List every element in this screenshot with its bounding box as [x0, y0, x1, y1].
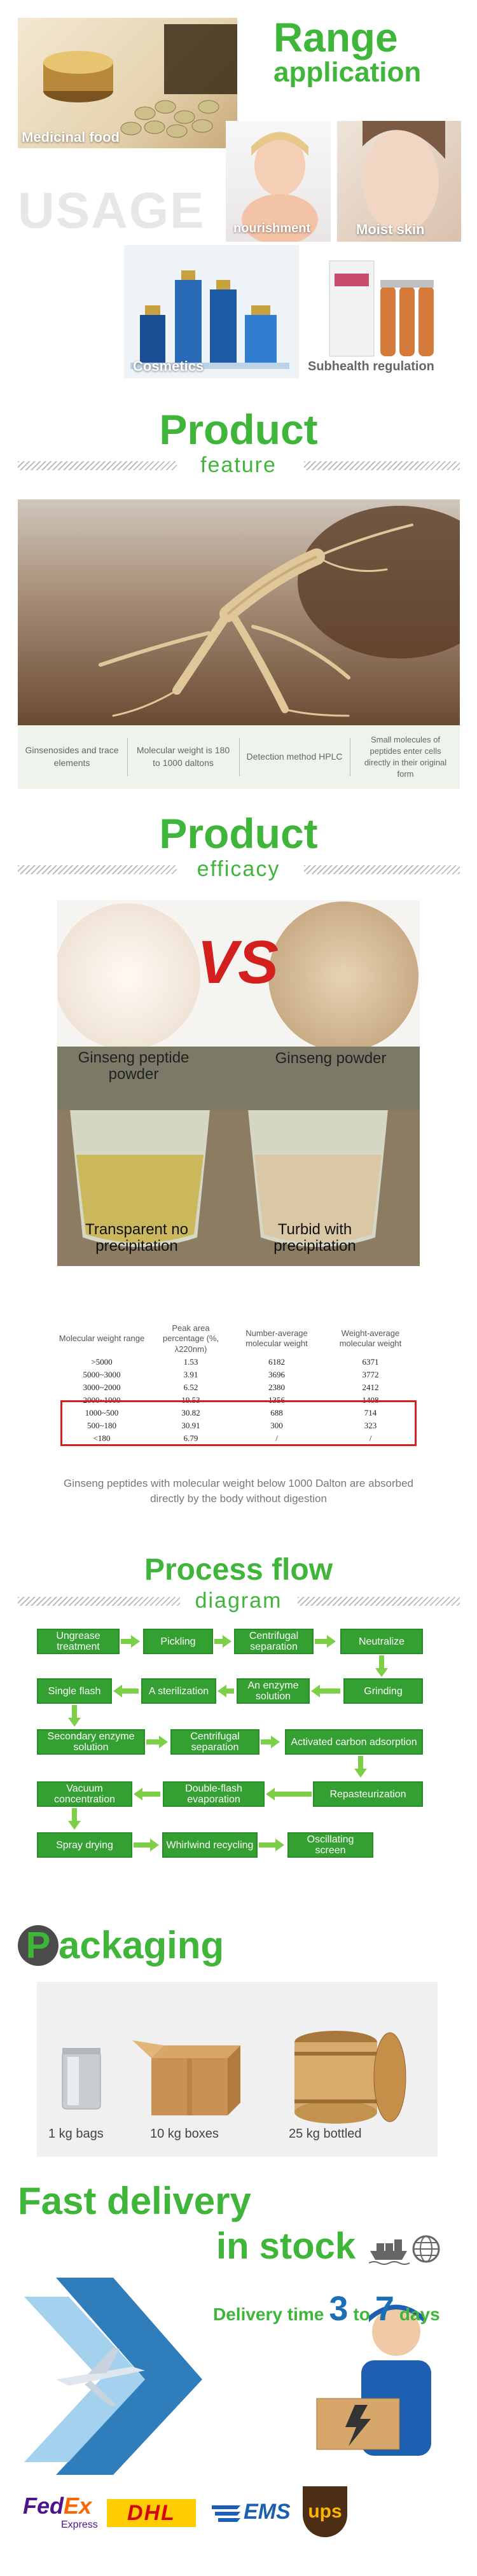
- step-centrifugal-separation-2: Centrifugal separation: [170, 1729, 259, 1755]
- step-ungrease: Ungrease treatment: [37, 1629, 120, 1654]
- step-a-sterilization: A sterilization: [141, 1678, 216, 1704]
- packaging-title-rest: ackaging: [59, 1924, 225, 1967]
- step-spray-drying: Spray drying: [37, 1832, 132, 1858]
- step-whirlwind-recycling: Whirlwind recycling: [162, 1832, 258, 1858]
- table-cell: <180: [93, 1433, 111, 1443]
- range-title-line2: application: [273, 57, 422, 88]
- medicinal-food-caption: Medicinal food: [22, 129, 120, 145]
- dhl-logo: [107, 2499, 196, 2527]
- table-cell: /: [369, 1433, 372, 1443]
- feature-item-4: Small molecules of peptides enter cells directly in their original form: [364, 734, 447, 779]
- moist-skin-photo: [337, 121, 461, 242]
- right-result-label: Turbid with precipitation: [273, 1221, 356, 1255]
- table-row: [54, 1368, 420, 1381]
- arrow-shaft: [214, 1639, 225, 1644]
- delivery-time-unit: days: [399, 2304, 440, 2324]
- table-cell: 6371: [362, 1356, 379, 1367]
- step-oscillating-screen: Oscillating screen: [287, 1832, 373, 1858]
- dhl-text: DHL: [127, 2500, 176, 2525]
- efficacy-stripe-right: [304, 865, 460, 874]
- fedex-fe: Fed: [23, 2493, 64, 2519]
- table-cell: 2000~1000: [83, 1395, 121, 1405]
- arrow-shaft: [72, 1808, 77, 1822]
- table-cell: 1408: [362, 1395, 379, 1405]
- step-neutralize: Neutralize: [340, 1629, 423, 1654]
- feature-title: Product: [159, 406, 318, 453]
- arrow-down-icon: [375, 1668, 388, 1677]
- delivery-time-to-word: to: [353, 2304, 370, 2324]
- delivery-time: [213, 2289, 440, 2329]
- table-cell: 3772: [362, 1369, 379, 1379]
- arrow-shaft: [259, 1842, 277, 1848]
- cosmetics-caption: Cosmetics: [133, 358, 204, 374]
- arrow-shaft: [121, 1639, 132, 1644]
- table-cell: 500~180: [86, 1420, 117, 1430]
- table-header: Molecular weight range: [59, 1333, 145, 1344]
- ups-logo: [303, 2486, 347, 2537]
- arrow-right-icon: [131, 1635, 140, 1648]
- table-row: [54, 1356, 420, 1368]
- pack-label-1kg: 1 kg bags: [48, 2127, 104, 2141]
- feature-divider-1: [127, 738, 128, 776]
- delivery-time-from: 3: [329, 2290, 349, 2328]
- process-stripe-right: [298, 1597, 460, 1606]
- arrow-shaft: [141, 1792, 160, 1797]
- table-cell: 2380: [268, 1382, 285, 1392]
- pack-label-10kg: 10 kg boxes: [150, 2127, 219, 2141]
- cosmetics-photo: [124, 245, 299, 379]
- table-cell: 19.53: [181, 1395, 200, 1405]
- delivery-subtitle: in stock: [216, 2225, 356, 2267]
- packaging-panel: [37, 1982, 438, 2157]
- arrow-left-icon: [134, 1788, 142, 1800]
- cargo-ship-icon: [369, 2239, 410, 2264]
- nourishment-photo: [226, 121, 331, 242]
- step-activated-carbon: Activated carbon adsorption: [285, 1729, 423, 1755]
- arrow-right-icon: [159, 1736, 168, 1748]
- parcel-box-icon: [317, 2398, 399, 2449]
- fedex-logo: [23, 2493, 98, 2531]
- comparison-photo: [57, 900, 420, 1266]
- feature-item-1: Ginsenosides and trace elements: [25, 745, 119, 768]
- table-cell: 688: [270, 1407, 283, 1417]
- step-secondary-enzyme: Secondary enzyme solution: [37, 1729, 145, 1755]
- feature-stripe-right: [304, 461, 460, 470]
- step-centrifugal-separation: Centrifugal separation: [234, 1629, 314, 1654]
- table-cell: 3.91: [183, 1369, 198, 1379]
- table-cell: 1000~500: [85, 1407, 119, 1417]
- step-single-flash: Single flash: [37, 1678, 112, 1704]
- table-header: Peak area percentage (%, λ220nm): [162, 1323, 219, 1354]
- highlight-box: [60, 1400, 417, 1446]
- delivery-time-prefix: Delivery time: [213, 2304, 324, 2324]
- arrow-right-icon: [327, 1635, 336, 1648]
- table-header: Weight-average molecular weight: [339, 1328, 402, 1349]
- nourishment-caption: nourishment: [233, 221, 311, 235]
- step-vacuum-concentration: Vacuum concentration: [37, 1781, 132, 1807]
- carton-box-icon: [132, 2039, 247, 2115]
- ups-text: ups: [308, 2501, 342, 2522]
- usage-watermark: USAGE: [18, 182, 205, 239]
- ship-and-globe-icons: [369, 2233, 452, 2265]
- table-cell: 300: [270, 1420, 283, 1430]
- fiber-drum-icon: [294, 2031, 406, 2124]
- arrow-down-icon: [68, 1821, 81, 1830]
- step-double-flash: Double-flash evaporation: [163, 1781, 265, 1807]
- arrow-shaft: [225, 1688, 234, 1694]
- table-cell: 5000~3000: [83, 1369, 121, 1379]
- arrow-shaft: [379, 1655, 384, 1669]
- table-header: Number-average molecular weight: [245, 1328, 308, 1349]
- arrow-left-icon: [266, 1788, 275, 1800]
- packaging-p-badge: [18, 1925, 59, 1966]
- process-title: Process flow: [144, 1553, 333, 1587]
- ems-text: EMS: [244, 2499, 291, 2524]
- ginseng-root-illustration: [18, 499, 460, 725]
- feature-strip: [18, 725, 460, 789]
- fedex-express: Express: [61, 2519, 98, 2530]
- arrow-shaft: [358, 1756, 363, 1770]
- table-cell: 30.82: [181, 1407, 200, 1417]
- arrow-right-icon: [150, 1839, 159, 1851]
- table-row: [54, 1381, 420, 1394]
- feature-subtitle: feature: [200, 453, 277, 477]
- arrow-left-icon: [113, 1685, 122, 1697]
- medicinal-food-photo: [18, 18, 237, 148]
- molecular-weight-table-wrap: [54, 1322, 420, 1462]
- table-cell: 1.53: [183, 1356, 198, 1367]
- table-cell: 6182: [268, 1356, 285, 1367]
- arrow-shaft: [319, 1688, 340, 1694]
- arrow-right-icon: [271, 1736, 280, 1748]
- subhealth-caption: Subhealth regulation: [308, 359, 434, 373]
- ginseng-root-photo: [18, 499, 460, 725]
- table-cell: 2412: [362, 1382, 379, 1392]
- arrow-shaft: [121, 1688, 139, 1694]
- table-cell: 3000~2000: [83, 1382, 121, 1392]
- table-cell: /: [275, 1433, 278, 1443]
- step-repasteurization: Repasteurization: [313, 1781, 423, 1807]
- packaging-title-first: P: [25, 1925, 51, 1966]
- table-caption: Ginseng peptides with molecular weight below 1000 Dalton are absorbed directly by the body without digestion: [64, 1477, 414, 1505]
- left-result-label: Transparent no precipitation: [85, 1221, 188, 1255]
- step-grinding: Grinding: [343, 1678, 423, 1704]
- process-subtitle: diagram: [195, 1589, 282, 1613]
- arrow-shaft: [146, 1739, 160, 1744]
- ems-wings-icon: [212, 2499, 244, 2524]
- range-application-section: [0, 0, 477, 388]
- table-cell: 30.91: [181, 1420, 200, 1430]
- packaging-illustrations: [37, 1982, 438, 2128]
- efficacy-subtitle: efficacy: [197, 857, 280, 881]
- foil-bag-icon: [62, 2048, 100, 2109]
- arrow-left-icon: [218, 1685, 226, 1697]
- pack-label-25kg: 25 kg bottled: [289, 2127, 362, 2141]
- arrow-shaft: [134, 1842, 151, 1848]
- table-cell: 6.52: [183, 1382, 198, 1392]
- table-cell: 714: [364, 1407, 377, 1417]
- efficacy-title: Product: [159, 810, 318, 857]
- arrow-shaft: [273, 1792, 312, 1797]
- range-title-line1: Range: [273, 15, 398, 60]
- table-cell: 6.79: [183, 1433, 198, 1443]
- arrow-right-icon: [223, 1635, 232, 1648]
- feature-divider-2: [239, 738, 240, 776]
- carrier-logos: [18, 2481, 450, 2551]
- feature-item-2: Molecular weight is 180 to 1000 daltons: [136, 745, 230, 768]
- globe-icon: [413, 2236, 439, 2262]
- arrow-right-icon: [275, 1839, 284, 1851]
- fedex-ex: Ex: [64, 2493, 92, 2519]
- subhealth-photo: [304, 248, 463, 379]
- delivery-title: Fast delivery: [18, 2180, 251, 2222]
- arrow-shaft: [315, 1639, 329, 1644]
- ems-logo: [212, 2499, 291, 2524]
- arrow-down-icon: [354, 1769, 367, 1778]
- table-header-row: [54, 1322, 420, 1356]
- delivery-time-to: 7: [375, 2290, 394, 2328]
- step-pickling: Pickling: [143, 1629, 213, 1654]
- arrow-shaft: [261, 1739, 272, 1744]
- arrow-down-icon: [68, 1718, 81, 1727]
- step-enzyme-solution: An enzyme solution: [237, 1678, 310, 1704]
- moist-skin-caption: Moist skin: [356, 221, 425, 237]
- arrow-left-icon: [311, 1685, 320, 1697]
- table-cell: 323: [364, 1420, 377, 1430]
- feature-item-3: Detection method HPLC: [246, 751, 343, 762]
- right-powder-label: Ginseng powder: [275, 1050, 387, 1067]
- table-cell: 1356: [268, 1395, 285, 1405]
- table-cell: 3696: [268, 1369, 285, 1379]
- vs-label: VS: [197, 928, 279, 996]
- range-title: [273, 17, 421, 87]
- packaging-title: [18, 1920, 224, 1971]
- arrow-shaft: [72, 1705, 77, 1719]
- left-powder-label: Ginseng peptide powder: [78, 1049, 190, 1083]
- table-cell: >5000: [91, 1356, 113, 1367]
